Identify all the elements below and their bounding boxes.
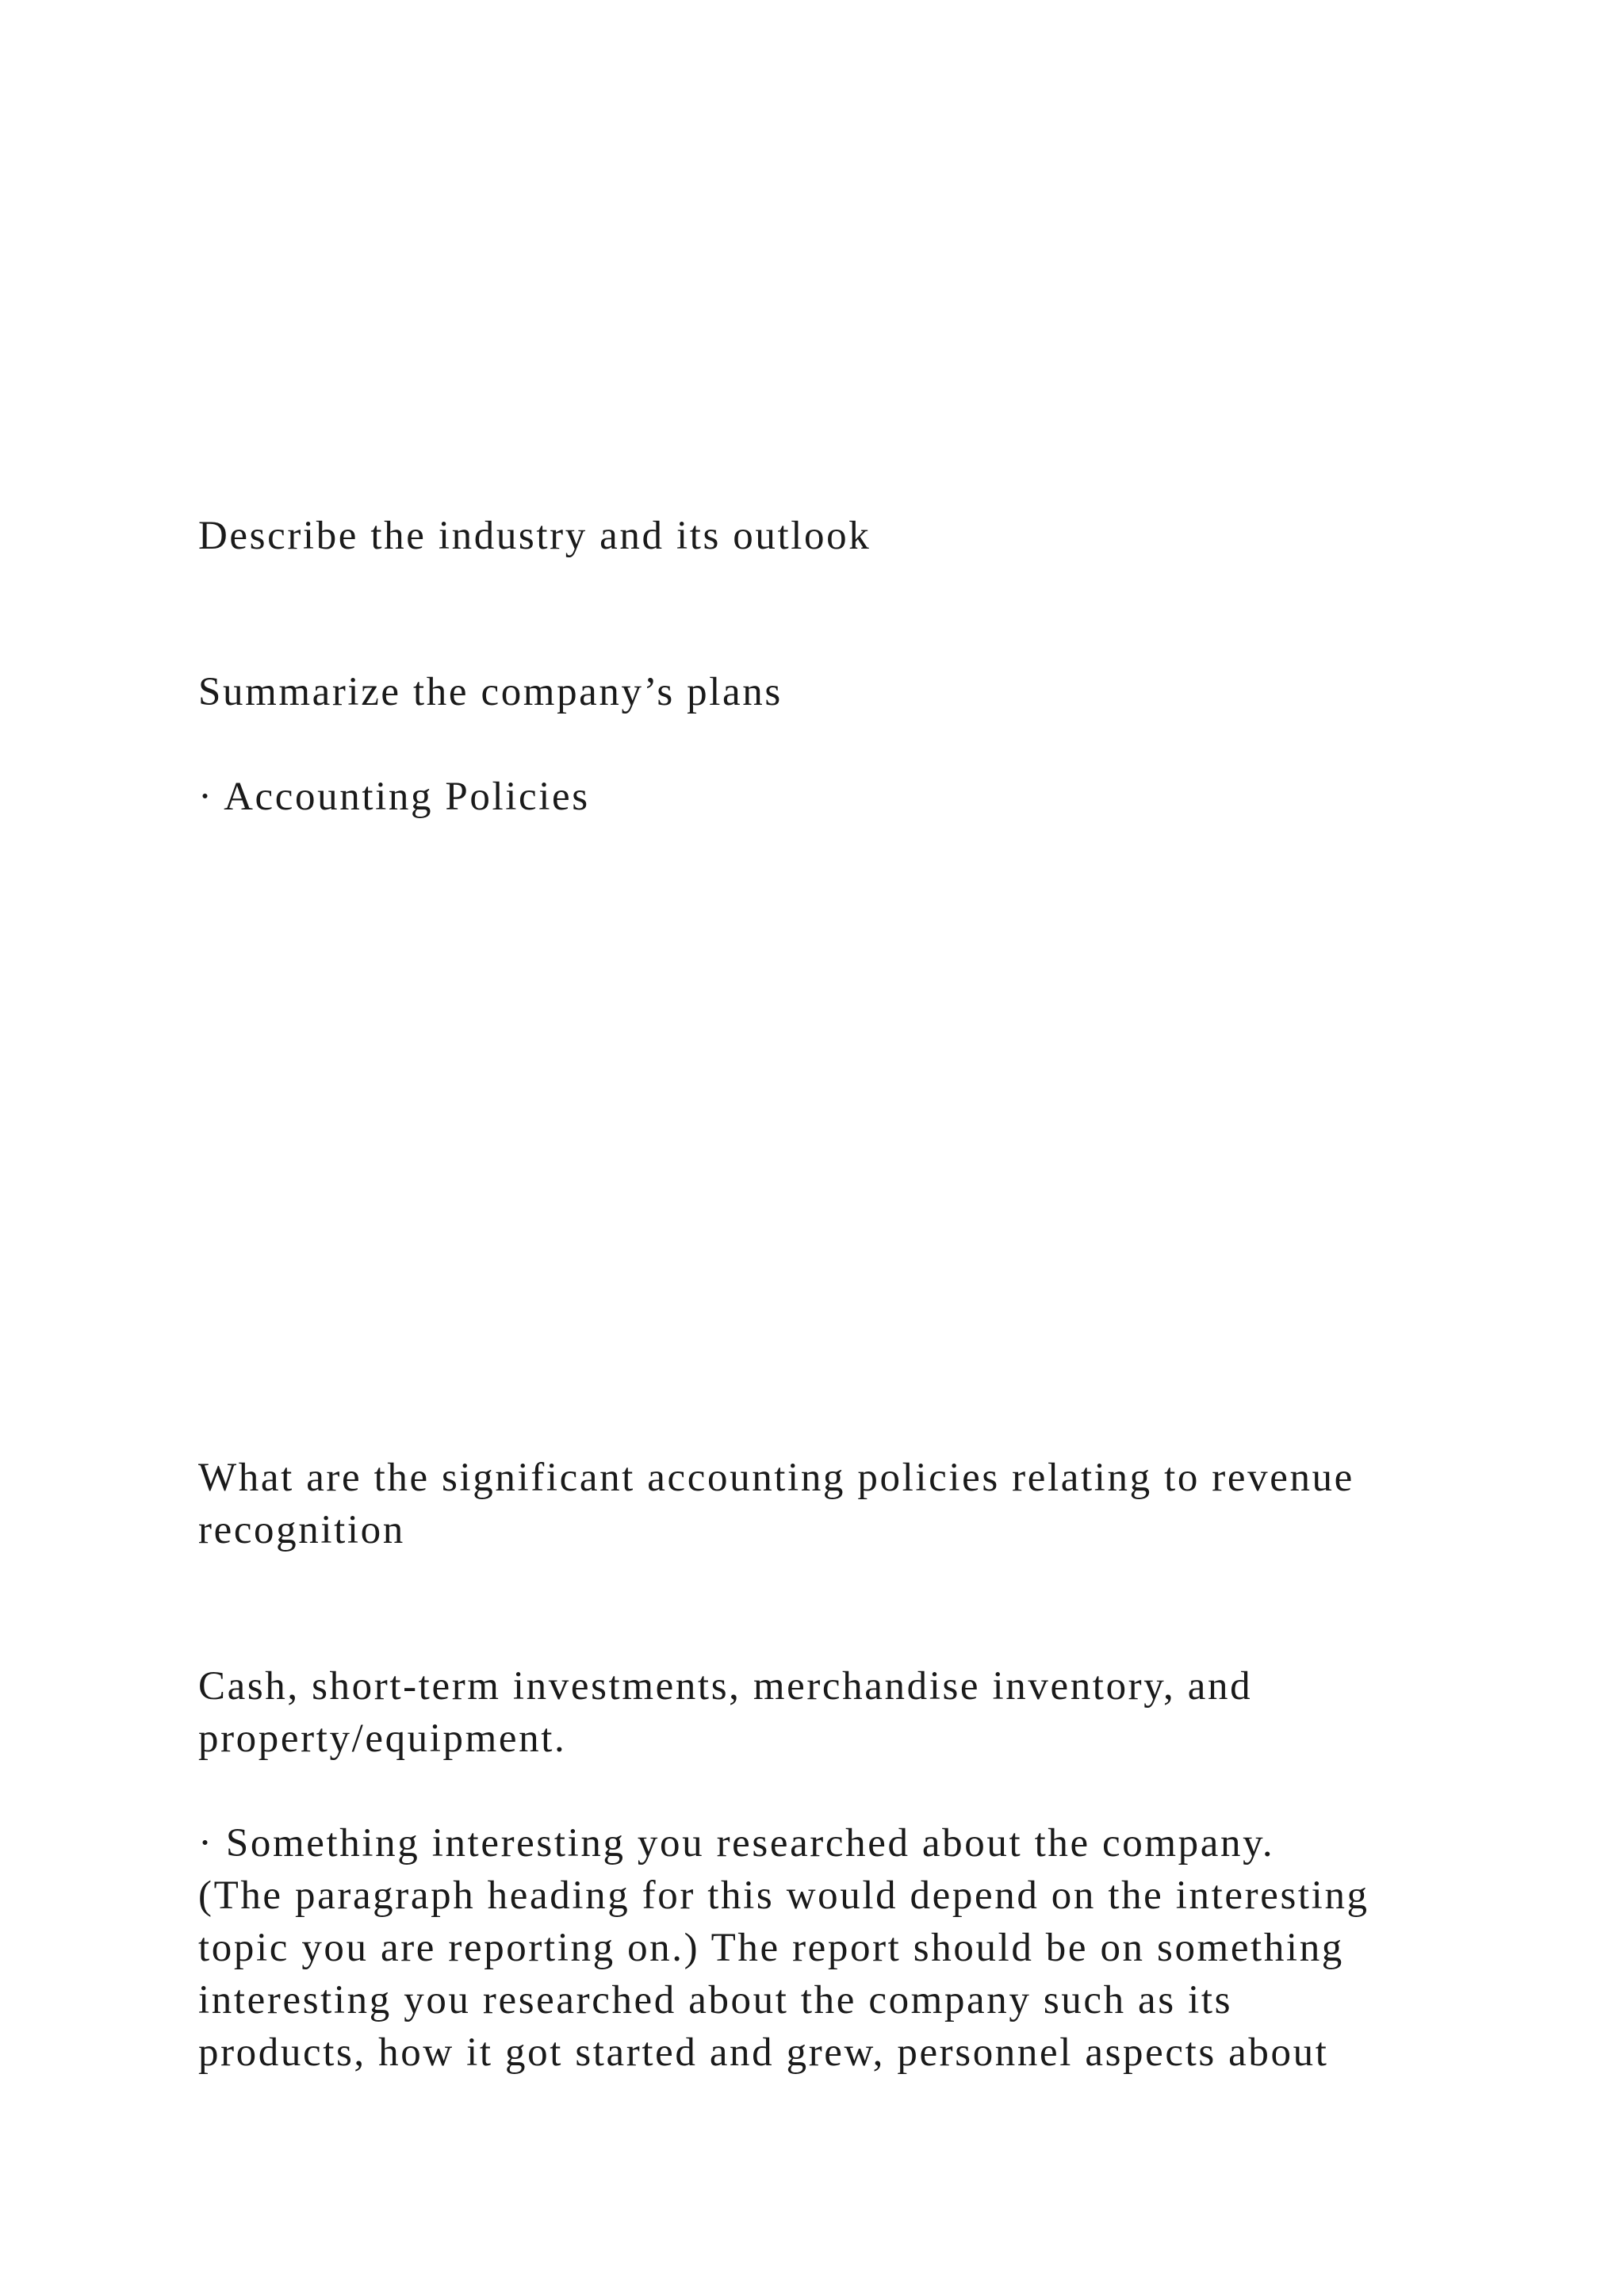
paragraph-revenue-recognition [198, 1452, 1483, 1556]
text-line: What are the significant accounting policies relating to revenue [198, 1456, 1354, 1500]
paragraph-cash-investments [198, 1660, 1483, 1765]
text-line: · Accounting Policies [198, 775, 590, 819]
heading-accounting-policies [198, 771, 1483, 823]
text-line: (The paragraph heading for this would depend on the interesting [198, 1873, 1369, 1918]
text-line: interesting you researched about the company such as its [198, 1978, 1233, 2022]
text-line: recognition [198, 1508, 405, 1552]
text-line: Summarize the company’s plans [198, 670, 783, 714]
paragraph-interesting-research [198, 1817, 1483, 2079]
text-line: · Something interesting you researched about the company. [198, 1821, 1275, 1866]
text-line: topic you are reporting on.) The report should be on something [198, 1926, 1344, 1970]
paragraph-industry-outlook [198, 510, 1483, 562]
text-line: property/equipment. [198, 1716, 567, 1761]
text-line: Describe the industry and its outlook [198, 514, 871, 558]
text-line: products, how it got started and grew, personnel aspects about [198, 2030, 1329, 2075]
paragraph-company-plans [198, 666, 1483, 718]
text-line: Cash, short-term investments, merchandise inventory, and [198, 1664, 1253, 1709]
